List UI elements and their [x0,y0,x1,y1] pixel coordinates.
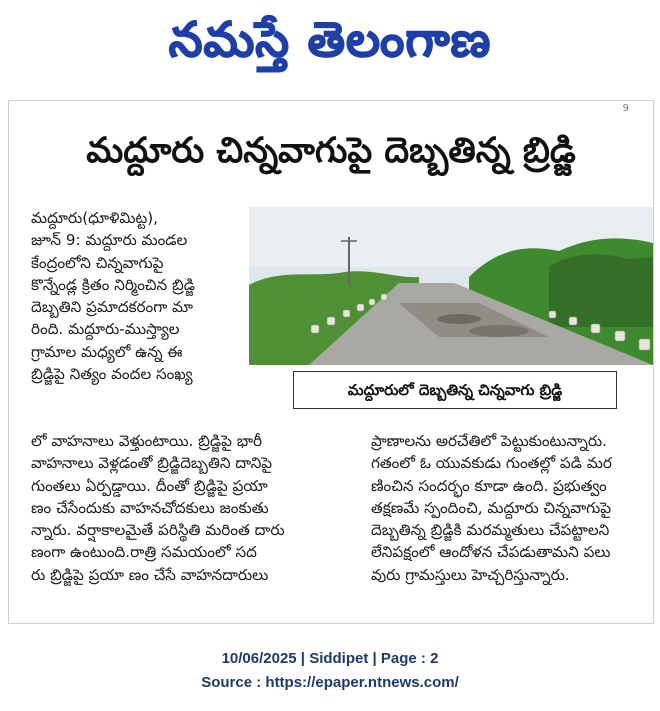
edition-date: 10/06/2025 [221,650,297,667]
article-line: బ్రిడ్జిపై నిత్యం వందల సంఖ్య [31,365,193,384]
article-line: తక్షణమే స్పందించి, మద్దూరు చిన్నవాగుపై [371,498,612,517]
masthead [0,0,660,82]
article-line: గతంలో ఓ యువకుడు గుంతల్లో పడి మర [371,454,612,473]
article-line: కొన్నేండ్ల క్రితం నిర్మించిన బ్రిడ్జి [31,275,195,294]
edition-city: Siddipet [309,650,369,667]
article-line: లేనిపక్షంలో ఆందోళన చేపడుతామని పలు [371,543,611,562]
article-line: మద్దూరు(ధూళిమిట్ట), [31,209,158,227]
article-line: ణంగా ఉంటుంది.రాత్రి సమయంలో సద [31,543,257,562]
page-number: Page : 2 [380,650,439,667]
bridge-photo [249,207,653,365]
separator: | [296,650,310,667]
article-column-right [371,430,645,586]
article-line: గుంతలు ఏర్పడ్డాయి. దీంతో బ్రిడ్జిపై ప్రయా [31,476,268,495]
damaged-road-image [249,207,653,365]
article-line: ణించిన సందర్భం కూడా ఉంది. ప్రభుత్వం [371,476,607,495]
article-line: కేంద్రంలోని చిన్నవాగుపై [31,253,164,272]
edition-info [0,650,660,667]
article-line: గ్రామాల మధ్యలో ఉన్న ఈ [31,342,183,361]
article-column-middle [31,430,359,586]
article-line: ప్రాణాలను అరచేతిలో పెట్టుకుంటున్నారు. [371,432,607,450]
article-line: వాహనాలు వెళ్లడంతో బ్రిడ్జిదెబ్బతిని దానిపై [31,454,273,473]
article-line: దెబ్బతిని ప్రమాదకరంగా మా [31,298,193,317]
article-line: వురు గ్రామస్తులు హెచ్చరిస్తున్నారు. [371,565,570,584]
newspaper-name: నమస్తే తెలంగాణ [168,12,492,68]
article-column-left [31,207,247,385]
separator: | [368,650,381,667]
source-line [0,674,660,691]
article-line: లో వాహనాలు వెళ్తుంటాయి. బ్రిడ్జిపై భారీ [31,432,263,450]
article-line: రు బ్రిడ్జిపై ప్రయా ణం చేసే వాహనదారులు [31,565,269,584]
photo-caption [293,371,617,409]
article-line: దెబ్బతిన్న బ్రిడ్జికి మరమ్మతులు చేపట్టాలని [371,521,610,540]
article-line: జూన్ 9: మద్దూరు మండల [31,231,188,250]
corner-mark: 9 [622,103,629,114]
source-url: Source : https://epaper.ntnews.com/ [201,674,459,691]
article-line: రింది. మద్దూరు-ముస్త్యాల [31,320,180,339]
news-clipping [8,100,654,624]
article-headline: మద్దూరు చిన్నవాగుపై దెబ్బతిన్న బ్రిడ్జి [86,131,576,171]
article-line: న్నారు. వర్షాకాలమైతే పరిస్థితి మరింత దారు [31,521,285,540]
article-line: ణం చేసేందుకు వాహనచోదకులు జంకుతు [31,498,269,517]
photo-caption-text: మద్దూరులో దెబ్బతిన్న చిన్నవాగు బ్రిడ్జి [347,381,563,399]
